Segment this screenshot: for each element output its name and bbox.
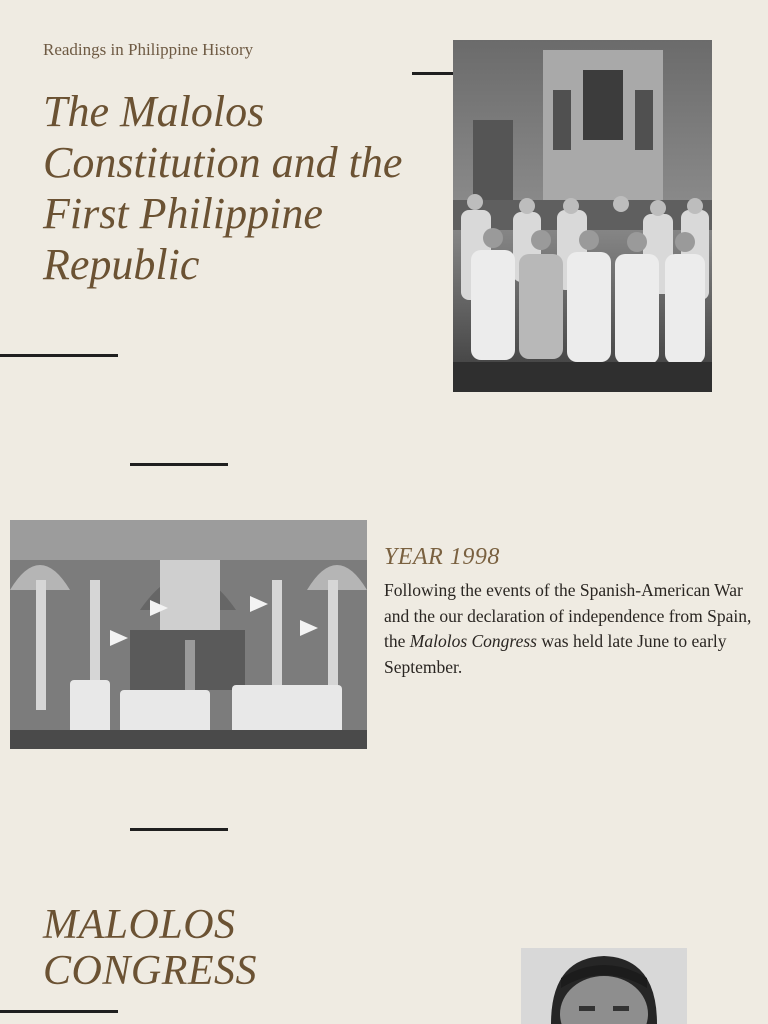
kicker-text: Readings in Philippine History (43, 40, 254, 59)
divider-rule (130, 828, 228, 831)
description-text: was held late June to early September. (384, 631, 727, 677)
portrait-photo (521, 948, 687, 1024)
section-heading-malolos-congress (43, 902, 257, 994)
description-text: Following the events of the Spanish-American War and the our declaration of independence from Spain, the (384, 580, 752, 651)
divider-rule (130, 463, 228, 466)
malolos-congress-church-photo (10, 520, 367, 749)
section-heading-line: MALOLOS (43, 902, 236, 948)
year-description (384, 578, 756, 680)
section-heading-year: YEAR 1998 (384, 544, 500, 570)
description-emphasis: Malolos Congress (409, 631, 537, 651)
group-portrait-photo (453, 40, 712, 392)
section-heading-line: CONGRESS (43, 948, 257, 994)
divider-rule (0, 354, 118, 357)
divider-rule (0, 1010, 118, 1013)
page-title: The Malolos Constitution and the First Philippine Republic (43, 87, 403, 289)
